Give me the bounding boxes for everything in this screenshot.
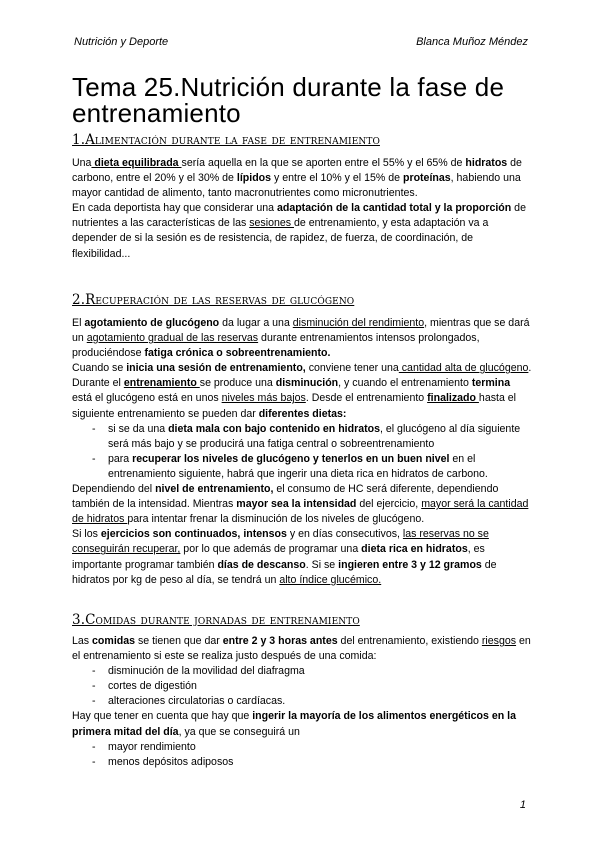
section-1-heading: 1.Alimentación durante la fase de entrenamiento xyxy=(72,132,380,148)
paragraph: Cuando se inicia una sesión de entrenamiento, conviene tener una cantidad alta de glucógeno. Durante el entrenamiento se produce una disminución, y cuando el entrenamiento termina está el glucógeno está en unos niveles más bajos. Desde el entrenamiento finalizado hasta el siguiente entrenamiento se pueden dar diferentes dietas: xyxy=(72,362,532,420)
list-item: - si se da una dieta mala con bajo contenido en hidratos, el glucógeno al día siguiente será más bajo y se producirá una fatiga central o sobreentrenamiento xyxy=(92,422,521,450)
section-2-body xyxy=(72,316,532,588)
page-title: Tema 25.Nutrición durante la fase de entrenamiento xyxy=(72,72,505,128)
list-item: - alteraciones circulatorias o cardíacas. xyxy=(92,695,286,708)
section-2-heading: 2.Recuperación de las reservas de glucógeno xyxy=(72,292,355,308)
paragraph: En cada deportista hay que considerar una adaptación de la cantidad total y la proporción de nutrientes a las características de las sesiones de entrenamiento, y esta adaptación va a depender de si la sesión es de resistencia, de rapidez, de fuerza, de coordinación, de flexibilidad... xyxy=(72,202,526,260)
paragraph: Dependiendo del nivel de entrenamiento, el consumo de HC será diferente, dependiendo también de la intensidad. Mientras mayor sea la intensidad del ejercicio, mayor será la cantidad de hidratos para intentar frenar la disminución de los niveles de glucógeno. xyxy=(72,483,529,526)
list-item: - menos depósitos adiposos xyxy=(92,755,234,768)
paragraph: Las comidas se tienen que dar entre 2 y 3 horas antes del entrenamiento, existiendo riesgos en el entrenamiento si este se realiza justo después de una comida: xyxy=(72,635,531,663)
section-3-heading: 3.Comidas durante jornadas de entrenamiento xyxy=(72,612,360,628)
list-item: - cortes de digestión xyxy=(92,680,197,693)
paragraph: Si los ejercicios son continuados, intensos y en días consecutivos, las reservas no se conseguirán recuperar, por lo que además de programar una dieta rica en hidratos, es importante programar también días de descanso. Si se ingieren entre 3 y 12 gramos de hidratos por kg de peso al día, se tendrá un alto índice glucémico. xyxy=(72,528,497,586)
header-right: Blanca Muñoz Méndez xyxy=(416,36,528,48)
list-item: - mayor rendimiento xyxy=(92,740,196,753)
paragraph: Una dieta equilibrada sería aquella en la que se aporten entre el 55% y el 65% de hidratos de carbono, entre el 20% y el 30% de lípidos y entre el 10% y el 15% de proteínas, habiendo una mayor cantidad de alimento, tanto macronutrientes como micronutrientes. xyxy=(72,157,522,200)
list-item: - disminución de la movilidad del diafragma xyxy=(92,665,305,678)
paragraph: El agotamiento de glucógeno da lugar a una disminución del rendimiento, mientras que se dará un agotamiento gradual de las reservas durante entrenamientos intensos prolongados, produciéndose fatiga crónica o sobreentrenamiento. xyxy=(72,317,530,360)
list-item: - para recuperar los niveles de glucógeno y tenerlos en un buen nivel en el entrenamiento siguiente, habrá que ingerir una dieta rica en hidratos de carbono. xyxy=(92,452,488,480)
section-1-body xyxy=(72,156,532,262)
header-left: Nutrición y Deporte xyxy=(74,36,169,48)
paragraph: Hay que tener en cuenta que hay que ingerir la mayoría de los alimentos energéticos en la primera mitad del día, ya que se conseguirá un xyxy=(72,710,516,738)
section-3-body xyxy=(72,634,532,770)
page-number: 1 xyxy=(519,799,526,811)
